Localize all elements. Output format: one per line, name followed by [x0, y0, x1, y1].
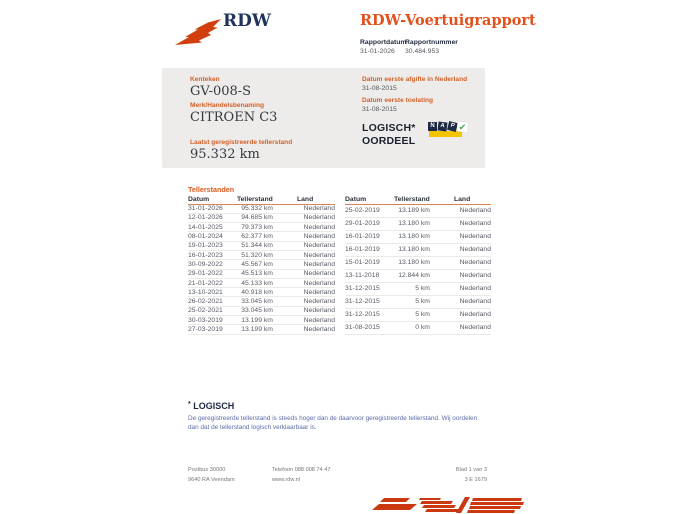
tellerstand-cell: 51.344 km	[237, 241, 297, 250]
table-row	[188, 325, 335, 334]
datum-cell: 29-01-2022	[188, 269, 237, 278]
datum-cell: 15-01-2019	[345, 256, 394, 269]
table-row	[345, 321, 491, 334]
merk-label: Merk/Handelsbenaming	[190, 102, 265, 109]
table-row	[345, 269, 491, 282]
table-row	[345, 243, 491, 256]
datum-cell: 26-02-2021	[188, 297, 237, 306]
land-cell: Nederland	[297, 288, 335, 297]
datum-cell: 29-01-2019	[345, 217, 394, 230]
table-row	[188, 223, 335, 232]
land-cell: Nederland	[297, 325, 335, 334]
tellerstand-cell: 45.567 km	[237, 260, 297, 269]
table-header-row	[188, 195, 335, 204]
tellerstand-cell: 13.180 km	[394, 243, 454, 256]
land-cell: Nederland	[297, 306, 335, 315]
land-cell: Nederland	[454, 230, 491, 243]
datum-cell: 25-02-2021	[188, 306, 237, 315]
land-cell: Nederland	[297, 204, 335, 213]
datum-cell: 25-02-2019	[345, 204, 394, 217]
nap-letter-p: P	[447, 121, 458, 132]
tellerstand-header: Tellerstand	[237, 195, 297, 204]
land-cell: Nederland	[297, 297, 335, 306]
land-cell: Nederland	[454, 308, 491, 321]
footer-phone: Telefoon 088 008 74 47	[272, 467, 331, 473]
rdw-logo-text: RDW	[223, 11, 271, 31]
datum-cell: 08-01-2024	[188, 232, 237, 241]
afgifte-value: 31-08-2015	[362, 85, 397, 92]
table-header-row	[345, 195, 491, 204]
footer-page-number: Blad 1 van 3	[455, 467, 487, 473]
nap-logo	[428, 119, 472, 143]
land-cell: Nederland	[297, 223, 335, 232]
tellerstand-cell: 94.685 km	[237, 213, 297, 222]
datum-cell: 31-12-2015	[345, 282, 394, 295]
tellerstand-cell: 13.199 km	[237, 316, 297, 325]
land-cell: Nederland	[297, 316, 335, 325]
rapportdatum-value: 31-01-2026	[360, 48, 395, 55]
footer-form-code: 3 E 1679	[464, 476, 487, 483]
datum-cell: 14-01-2025	[188, 223, 237, 232]
table-row	[188, 213, 335, 222]
datum-header: Datum	[345, 195, 394, 204]
tellerstand-cell: 51.320 km	[237, 250, 297, 259]
footnote-body: De geregistreerde tellerstand is steeds hoger dan de daarvoor geregistreerde tellerstand. Wij oordelen dan dat de tellerstand logisch verklaarbaar is.	[188, 415, 478, 432]
table-row	[188, 297, 335, 306]
datum-cell: 30-03-2019	[188, 316, 237, 325]
laatste-tellerstand-label: Laatst geregistreerde tellerstand	[190, 139, 293, 146]
nap-yellow-bar	[429, 131, 462, 137]
rapportdatum-label: Rapportdatum	[360, 39, 407, 46]
oordeel-line1: LOGISCH*	[362, 122, 416, 134]
tellerstand-cell: 13.180 km	[394, 256, 454, 269]
land-cell: Nederland	[297, 213, 335, 222]
footnote-title	[188, 401, 480, 411]
tellerstand-cell: 33.045 km	[237, 297, 297, 306]
tellerstand-cell: 33.045 km	[237, 306, 297, 315]
laatste-tellerstand-value: 95.332 km	[190, 147, 260, 162]
datum-cell: 16-01-2019	[345, 243, 394, 256]
datum-cell: 19-01-2023	[188, 241, 237, 250]
oordeel-line2: OORDEEL	[362, 134, 416, 147]
table-row	[345, 256, 491, 269]
tellerstand-cell: 45.133 km	[237, 278, 297, 287]
table-row	[188, 306, 335, 315]
land-cell: Nederland	[297, 232, 335, 241]
rapportnummer-label: Rapportnummer	[405, 39, 458, 46]
datum-cell: 13-11-2018	[345, 269, 394, 282]
datum-cell: 21-01-2022	[188, 278, 237, 287]
land-cell: Nederland	[297, 260, 335, 269]
tellerstand-cell: 13.180 km	[394, 230, 454, 243]
table-row	[345, 308, 491, 321]
land-cell: Nederland	[297, 269, 335, 278]
tellerstand-cell: 12.844 km	[394, 269, 454, 282]
datum-cell: 16-01-2019	[345, 230, 394, 243]
tellerstand-cell: 40.918 km	[237, 288, 297, 297]
table-row	[345, 204, 491, 217]
footer-address-line2: 9640 RA Veendam	[188, 476, 235, 483]
land-cell: Nederland	[297, 250, 335, 259]
toelating-label: Datum eerste toelating	[362, 97, 434, 104]
land-header: Land	[454, 195, 491, 204]
footer-website: www.rdw.nl	[272, 476, 300, 483]
datum-cell: 31-01-2026	[188, 204, 237, 213]
land-cell: Nederland	[454, 217, 491, 230]
land-header: Land	[297, 195, 335, 204]
rdw-swoosh-graphic	[372, 496, 527, 514]
land-cell: Nederland	[454, 321, 491, 334]
tellerstand-cell: 13.189 km	[394, 204, 454, 217]
datum-cell: 31-08-2015	[345, 321, 394, 334]
kenteken-value: GV-008-S	[190, 84, 252, 99]
tellerstand-cell: 13.199 km	[237, 325, 297, 334]
nap-checkmark-icon: ✓	[458, 121, 467, 133]
table-row	[188, 250, 335, 259]
table-row	[188, 269, 335, 278]
rapportnummer-value: 30.484.953	[405, 48, 440, 55]
merk-value: CITROEN C3	[190, 110, 278, 125]
tellerstand-cell: 0 km	[394, 321, 454, 334]
tellerstand-cell: 95.332 km	[237, 204, 297, 213]
tellerstand-cell: 62.377 km	[237, 232, 297, 241]
land-cell: Nederland	[454, 204, 491, 217]
datum-cell: 30-09-2022	[188, 260, 237, 269]
report-meta	[360, 38, 458, 56]
table-row	[188, 232, 335, 241]
table-row	[188, 288, 335, 297]
land-cell: Nederland	[454, 243, 491, 256]
table-row	[345, 295, 491, 308]
tellerstand-cell: 45.513 km	[237, 269, 297, 278]
page-title: RDW-Voertuigrapport	[360, 12, 536, 29]
land-cell: Nederland	[297, 241, 335, 250]
page-footer	[188, 466, 487, 486]
land-cell: Nederland	[454, 282, 491, 295]
tellerstanden-table-right	[345, 195, 491, 335]
logisch-footnote	[188, 401, 480, 432]
land-cell: Nederland	[454, 269, 491, 282]
land-cell: Nederland	[454, 295, 491, 308]
land-cell: Nederland	[297, 278, 335, 287]
tellerstand-header: Tellerstand	[394, 195, 454, 204]
kenteken-label: Kenteken	[190, 76, 220, 83]
tellerstand-cell: 13.180 km	[394, 217, 454, 230]
table-row	[188, 260, 335, 269]
vehicle-summary-box	[162, 68, 485, 168]
datum-cell: 16-01-2023	[188, 250, 237, 259]
table-row	[188, 204, 335, 213]
datum-cell: 12-01-2026	[188, 213, 237, 222]
datum-cell: 31-12-2015	[345, 295, 394, 308]
tellerstand-cell: 79.373 km	[237, 223, 297, 232]
nap-letter-n: N	[428, 122, 437, 131]
datum-cell: 31-12-2015	[345, 308, 394, 321]
tellerstand-cell: 5 km	[394, 308, 454, 321]
datum-cell: 27-03-2019	[188, 325, 237, 334]
table-row	[188, 278, 335, 287]
rdw-swoosh-icon	[174, 19, 222, 46]
tellerstanden-table-left	[188, 195, 335, 335]
table-row	[345, 282, 491, 295]
footnote-marker: *	[188, 401, 191, 408]
tellerstand-cell: 5 km	[394, 295, 454, 308]
afgifte-label: Datum eerste afgifte in Nederland	[362, 76, 468, 83]
table-row	[188, 241, 335, 250]
datum-header: Datum	[188, 195, 237, 204]
toelating-value: 31-08-2015	[362, 106, 397, 113]
table-row	[188, 316, 335, 325]
table-row	[345, 217, 491, 230]
tellerstand-cell: 5 km	[394, 282, 454, 295]
table-row	[345, 230, 491, 243]
land-cell: Nederland	[454, 256, 491, 269]
nap-letter-a: A	[437, 121, 447, 131]
tellerstanden-heading: Tellerstanden	[188, 185, 235, 194]
footer-address-line1: Postbus 30000	[188, 467, 226, 473]
tellerstanden-tables	[188, 195, 491, 335]
datum-cell: 13-10-2021	[188, 288, 237, 297]
footnote-title-text: LOGISCH	[193, 401, 235, 411]
